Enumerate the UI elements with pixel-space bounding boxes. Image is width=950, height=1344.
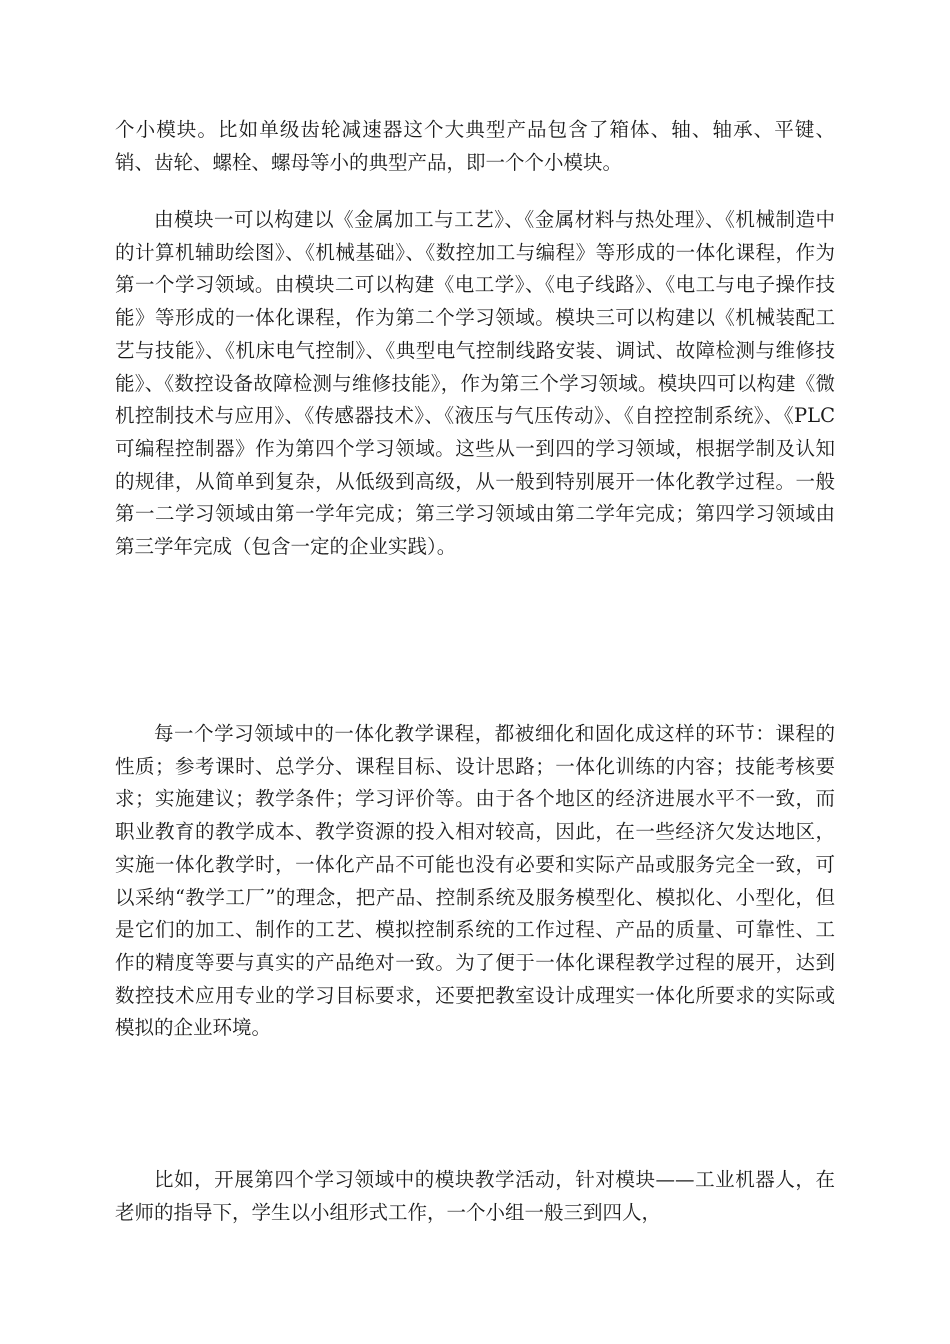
paragraph-example: 比如，开展第四个学习领域中的模块教学活动，针对模块——工业机器人，在老师的指导下，学生以小组形式工作，一个小组一般三到四人， <box>115 1168 835 1224</box>
paragraph-learning-fields: 由模块一可以构建以《金属加工与工艺》、《金属材料与热处理》、《机械制造中的计算机辅助绘图》、《机械基础》、《数控加工与编程》等形成的一体化课程，作为第一个学习领域。由模块二可以构建《电工学》、《电子线路》、《电工与电子操作技能》等形成的一体化课程，作为第二个学习领域。模块三可以构建以《机械装配工艺与技能》、《机床电气控制》、《典型电气控制线路安装、调试、故障检测与维修技能》、《数控设备故障检测与维修技能》，作为第三个学习领域。模块四可以构建《微机控制技术与应用》、《传感器技术》、《液压与气压传动》、《自控控制系统》、《PLC可编程控制器》作为第四个学习领域。这些从一到四的学习领域，根据学制及认知的规律，从简单到复杂，从低级到高级，从一般到特别展开一体化教学过程。一般第一二学习领域由第一学年完成；第三学习领域由第二学年完成；第四学习领域由第三学年完成（包含一定的企业实践）。 <box>115 208 835 559</box>
paragraph-continuation: 个小模块。比如单级齿轮减速器这个大典型产品包含了箱体、轴、轴承、平键、销、齿轮、螺栓、螺母等小的典型产品，即一个个小模块。 <box>115 118 835 174</box>
paragraph-course-structure: 每一个学习领域中的一体化教学课程，都被细化和固化成这样的环节：课程的性质；参考课时、总学分、课程目标、设计思路；一体化训练的内容；技能考核要求；实施建议；教学条件；学习评价等。由于各个地区的经济进展水平不一致，而职业教育的教学成本、教学资源的投入相对较高，因此，在一些经济欠发达地区，实施一体化教学时，一体化产品不可能也没有必要和实际产品或服务完全一致，可以采纳“教学工厂”的理念，把产品、控制系统及服务模型化、模拟化、小型化，但是它们的加工、制作的工艺、模拟控制系统的工作过程、产品的质量、可靠性、工作的精度等要与真实的产品绝对一致。为了便于一体化课程教学过程的展开，达到数控技术应用专业的学习目标要求，还要把教室设计成理实一体化所要求的实际或模拟的企业环境。 <box>115 722 835 1040</box>
